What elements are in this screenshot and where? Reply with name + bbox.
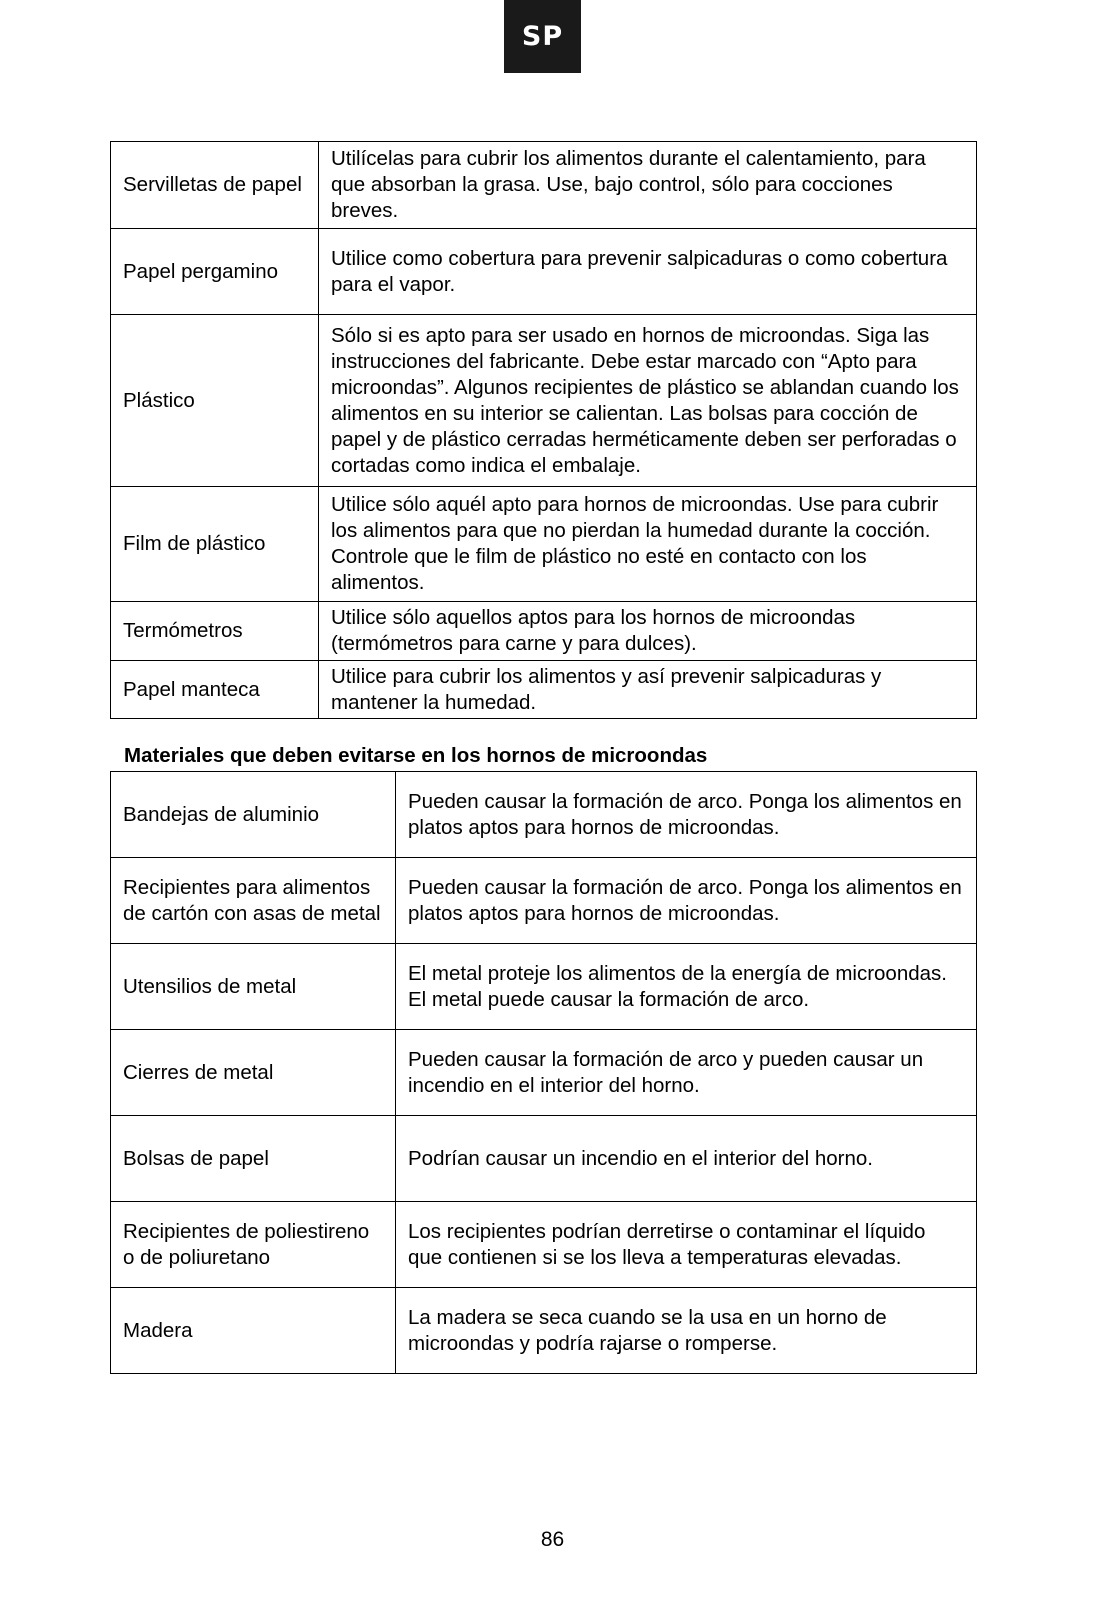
reason-cell: Los recipientes podrían derretirse o contaminar el líquido que contienen si se los lleva a temperaturas elevadas. <box>396 1202 977 1288</box>
usage-cell: Utilice para cubrir los alimentos y así prevenir salpicaduras y mantener la humedad. <box>319 661 977 719</box>
material-cell: Termómetros <box>111 602 319 661</box>
table-row <box>111 1288 977 1374</box>
material-cell: Bandejas de aluminio <box>111 772 396 858</box>
table-row <box>111 602 977 661</box>
reason-cell: Pueden causar la formación de arco. Ponga los alimentos en platos aptos para hornos de microondas. <box>396 772 977 858</box>
section-heading: Materiales que deben evitarse en los hornos de microondas <box>124 744 708 767</box>
reason-cell: La madera se seca cuando se la usa en un horno de microondas y podría rajarse o romperse. <box>396 1288 977 1374</box>
table-row <box>111 1030 977 1116</box>
reason-cell: El metal proteje los alimentos de la energía de microondas. El metal puede causar la formación de arco. <box>396 944 977 1030</box>
suitable-materials-table <box>110 141 977 719</box>
usage-cell: Utilícelas para cubrir los alimentos durante el calentamiento, para que absorban la grasa. Use, bajo control, sólo para cocciones breves. <box>319 142 977 229</box>
material-cell: Cierres de metal <box>111 1030 396 1116</box>
usage-cell: Utilice como cobertura para prevenir salpicaduras o como cobertura para el vapor. <box>319 229 977 315</box>
material-cell: Papel manteca <box>111 661 319 719</box>
table-row <box>111 661 977 719</box>
table-row <box>111 229 977 315</box>
table-row <box>111 772 977 858</box>
material-cell: Plástico <box>111 315 319 487</box>
table-row <box>111 1116 977 1202</box>
table-row <box>111 142 977 229</box>
usage-cell: Utilice sólo aquél apto para hornos de microondas. Use para cubrir los alimentos para que no pierdan la humedad durante la cocción. Controle que le film de plástico no esté en contacto con los alimentos. <box>319 487 977 602</box>
table-row <box>111 1202 977 1288</box>
language-tab: SP <box>504 0 581 73</box>
avoid-materials-table <box>110 771 977 1374</box>
material-cell: Servilletas de papel <box>111 142 319 229</box>
table-row <box>111 315 977 487</box>
material-cell: Bolsas de papel <box>111 1116 396 1202</box>
material-cell: Utensilios de metal <box>111 944 396 1030</box>
material-cell: Recipientes de poliestireno o de poliuretano <box>111 1202 396 1288</box>
reason-cell: Pueden causar la formación de arco. Ponga los alimentos en platos aptos para hornos de microondas. <box>396 858 977 944</box>
material-cell: Papel pergamino <box>111 229 319 315</box>
reason-cell: Pueden causar la formación de arco y pueden causar un incendio en el interior del horno. <box>396 1030 977 1116</box>
table-row <box>111 487 977 602</box>
usage-cell: Sólo si es apto para ser usado en hornos de microondas. Siga las instrucciones del fabricante. Debe estar marcado con “Apto para microondas”. Algunos recipientes de plástico se ablandan cuando los alimentos en su interior se calientan. Las bolsas para cocción de papel y de plástico cerradas herméticamente deben ser perforadas o cortadas como indica el embalaje. <box>319 315 977 487</box>
usage-cell: Utilice sólo aquellos aptos para los hornos de microondas (termómetros para carne y para dulces). <box>319 602 977 661</box>
table-row <box>111 944 977 1030</box>
reason-cell: Podrían causar un incendio en el interior del horno. <box>396 1116 977 1202</box>
material-cell: Madera <box>111 1288 396 1374</box>
material-cell: Recipientes para alimentos de cartón con asas de metal <box>111 858 396 944</box>
material-cell: Film de plástico <box>111 487 319 602</box>
page-number: 86 <box>540 1528 565 1551</box>
table-row <box>111 858 977 944</box>
